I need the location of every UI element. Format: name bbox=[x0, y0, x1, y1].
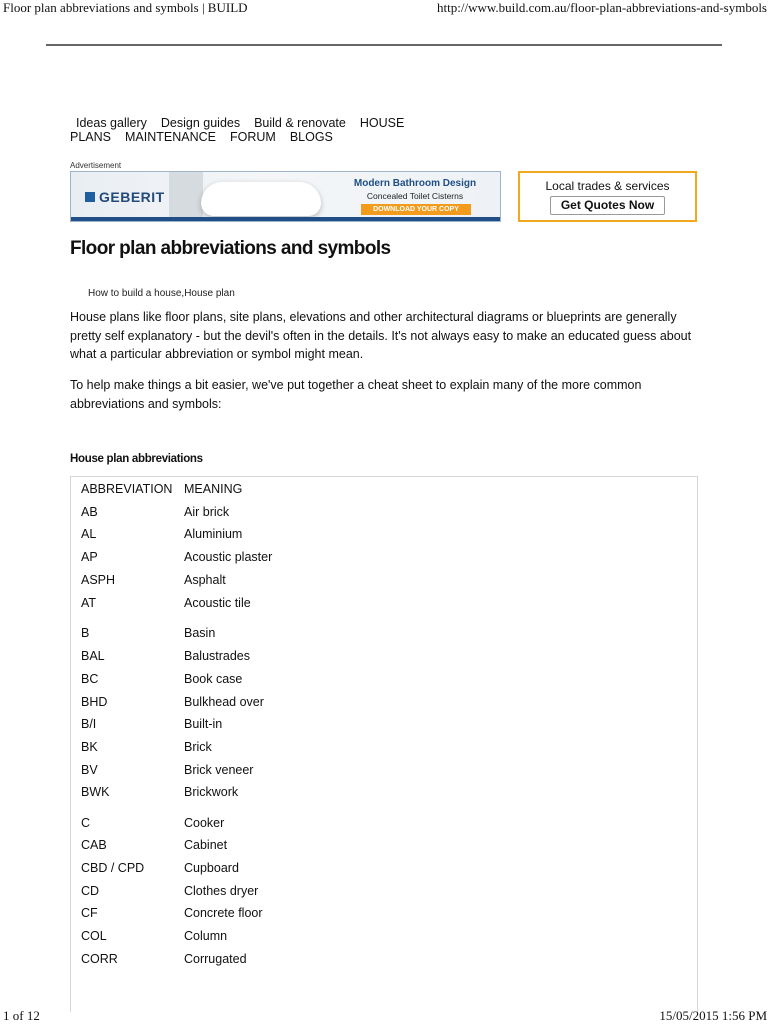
abbr-cell: CAB bbox=[81, 838, 107, 852]
abbr-cell: AP bbox=[81, 549, 98, 564]
ad-title: Modern Bathroom Design bbox=[353, 178, 477, 189]
table-row bbox=[71, 570, 697, 590]
meaning-cell: Acoustic tile bbox=[184, 595, 251, 610]
intro-paragraph: House plans like floor plans, site plans, elevations and other architectural diagrams or blueprints are generally pretty self explanatory - but the devil's often in the details. It's not always easy to make an educated guess about what a particular abbreviation or symbol might mean. bbox=[70, 310, 692, 361]
breadcrumb bbox=[88, 288, 235, 299]
meaning-cell: Book case bbox=[184, 671, 243, 686]
meaning-cell: Column bbox=[184, 929, 228, 943]
page-title: Floor plan abbreviations and symbols bbox=[70, 238, 391, 259]
table-header-row bbox=[71, 479, 697, 499]
breadcrumb-separator: , bbox=[181, 288, 185, 299]
nav-design-guides[interactable]: Design guides bbox=[160, 116, 241, 130]
meaning-cell: Aluminium bbox=[184, 527, 243, 541]
nav-house-plans-cont[interactable]: PLANS bbox=[70, 130, 111, 144]
toilet-image-icon bbox=[201, 182, 321, 216]
col-header-abbreviation: ABBREVIATION bbox=[81, 482, 173, 496]
table-row bbox=[71, 646, 697, 666]
table-row bbox=[71, 926, 697, 946]
abbreviations-table bbox=[70, 476, 698, 1012]
meaning-cell: Brick veneer bbox=[184, 762, 254, 777]
breadcrumb-how-to-build[interactable]: How to build a house bbox=[88, 288, 182, 299]
table-row bbox=[71, 903, 697, 923]
table-row bbox=[71, 593, 697, 613]
abbr-cell: BC bbox=[81, 671, 99, 686]
print-header bbox=[0, 0, 768, 16]
abbr-cell: AB bbox=[81, 504, 98, 519]
table-row bbox=[71, 547, 697, 567]
abbr-cell: CORR bbox=[81, 951, 118, 966]
ad-banner[interactable] bbox=[70, 171, 501, 222]
abbr-cell: CD bbox=[81, 883, 100, 898]
ad-subtitle: Concealed Toilet Cisterns bbox=[366, 191, 464, 201]
table-row bbox=[71, 524, 697, 544]
col-header-meaning: MEANING bbox=[184, 482, 243, 496]
nav-forum[interactable]: FORUM bbox=[229, 130, 276, 144]
nav-ideas-gallery[interactable]: Ideas gallery bbox=[76, 116, 147, 130]
table-row bbox=[71, 502, 697, 522]
ad-label: Advertisement bbox=[70, 161, 122, 170]
top-divider bbox=[46, 44, 722, 46]
abbr-cell: CBD / CPD bbox=[81, 861, 145, 875]
table-row bbox=[71, 760, 697, 780]
meaning-cell: Air brick bbox=[184, 504, 230, 519]
brand-square-icon bbox=[85, 192, 95, 202]
ad-brand-logo bbox=[85, 189, 165, 205]
table-row bbox=[71, 835, 697, 855]
meaning-cell: Balustrades bbox=[184, 649, 251, 663]
abbr-cell: AL bbox=[81, 527, 97, 541]
breadcrumb-house-plan[interactable]: House plan bbox=[184, 288, 235, 299]
print-datetime: 15/05/2015 1:56 PM bbox=[659, 1008, 767, 1023]
abbr-cell: BWK bbox=[81, 785, 110, 799]
meaning-cell: Built-in bbox=[184, 717, 223, 731]
abbr-cell: BK bbox=[81, 739, 98, 754]
nav-blogs[interactable]: BLOGS bbox=[289, 130, 333, 144]
abbr-cell: CF bbox=[81, 906, 98, 920]
meaning-cell: Basin bbox=[184, 626, 216, 640]
nav-house-plans[interactable]: HOUSE bbox=[359, 116, 405, 130]
meaning-cell: Cupboard bbox=[184, 861, 239, 875]
meaning-cell: Concrete floor bbox=[184, 906, 263, 920]
local-trades-label: Local trades & services bbox=[545, 179, 670, 193]
abbr-cell: COL bbox=[81, 929, 107, 943]
abbr-cell: BAL bbox=[81, 649, 105, 663]
abbr-cell: AT bbox=[81, 595, 97, 610]
nav-maintenance[interactable]: MAINTENANCE bbox=[125, 130, 216, 144]
table-row bbox=[71, 669, 697, 689]
meaning-cell: Brickwork bbox=[184, 785, 239, 799]
ad-download-button[interactable]: DOWNLOAD YOUR COPY bbox=[361, 204, 471, 215]
get-quotes-button[interactable]: Get Quotes Now bbox=[550, 196, 665, 215]
table-row bbox=[71, 623, 697, 643]
table-row bbox=[71, 714, 697, 734]
meaning-cell: Asphalt bbox=[184, 572, 226, 587]
cheat-sheet-paragraph: To help make things a bit easier, we've put together a cheat sheet to explain many of the more common abbreviations and symbols: bbox=[70, 378, 642, 411]
meaning-cell: Bulkhead over bbox=[184, 694, 264, 709]
table-row bbox=[71, 692, 697, 712]
ad-brand-name: GEBERIT bbox=[99, 189, 165, 205]
abbr-cell: ASPH bbox=[81, 572, 116, 587]
section-heading-abbreviations: House plan abbreviations bbox=[70, 453, 203, 465]
print-page-url: http://www.build.com.au/floor-plan-abbreviations-and-symbols bbox=[437, 0, 767, 15]
table-row bbox=[71, 813, 697, 833]
table-row bbox=[71, 782, 697, 802]
abbr-cell: B bbox=[81, 626, 90, 640]
local-trades-box bbox=[518, 171, 697, 222]
abbr-cell: BHD bbox=[81, 694, 108, 709]
abbr-cell: B/I bbox=[81, 717, 97, 731]
meaning-cell: Corrugated bbox=[184, 951, 247, 966]
table-row bbox=[71, 858, 697, 878]
print-page-number: 1 of 12 bbox=[3, 1008, 40, 1023]
ad-background-panel bbox=[169, 172, 203, 219]
print-page-title: Floor plan abbreviations and symbols | BUILD bbox=[3, 0, 248, 15]
table-row bbox=[71, 737, 697, 757]
print-footer bbox=[0, 1008, 768, 1024]
meaning-cell: Brick bbox=[184, 739, 212, 754]
meaning-cell: Acoustic plaster bbox=[184, 549, 273, 564]
table-row bbox=[71, 881, 697, 901]
table-row bbox=[71, 949, 697, 969]
meaning-cell: Cooker bbox=[184, 815, 225, 830]
main-nav bbox=[70, 116, 470, 144]
meaning-cell: Cabinet bbox=[184, 838, 228, 852]
abbr-cell: BV bbox=[81, 762, 98, 777]
abbr-cell: C bbox=[81, 815, 91, 830]
meaning-cell: Clothes dryer bbox=[184, 883, 259, 898]
nav-build-renovate[interactable]: Build & renovate bbox=[254, 116, 346, 130]
